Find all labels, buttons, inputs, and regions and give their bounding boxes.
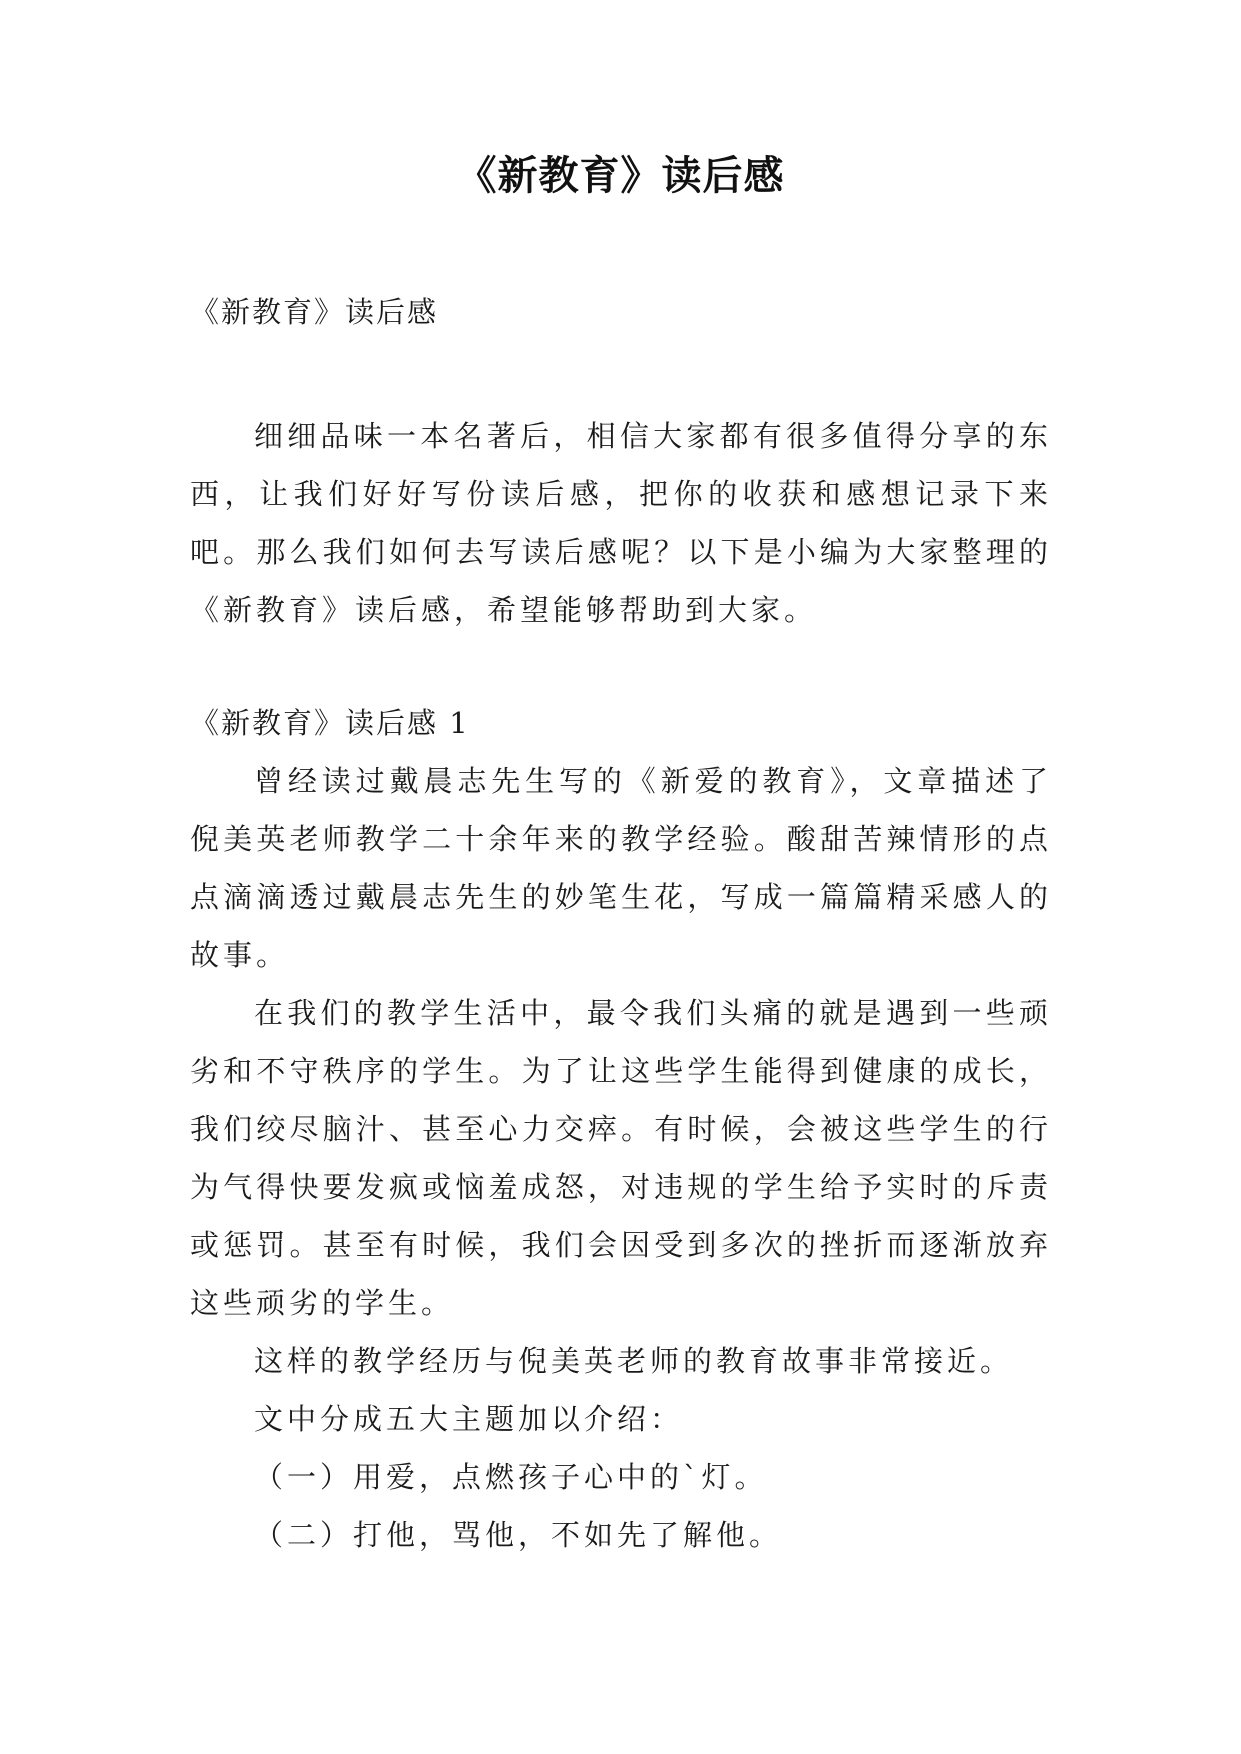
document-title: 《新教育》读后感 — [456, 152, 785, 199]
body-paragraph-3: 这样的教学经历与倪美英老师的教育故事非常接近。 — [254, 1344, 1014, 1378]
document-subtitle: 《新教育》读后感 — [190, 295, 439, 329]
intro-paragraph: 细细品味一本名著后，相信大家都有很多值得分享的东西，让我们好好写份读后感，把你的收获和感想记录下来吧。那么我们如何去写读后感呢？以下是小编为大家整理的《新教育》读后感，希望能够帮助到大家。 — [190, 419, 1052, 627]
body-paragraph-2: 在我们的教学生活中，最令我们头痛的就是遇到一些顽劣和不守秩序的学生。为了让这些学生能得到健康的成长，我们绞尽脑汁、甚至心力交瘁。有时候，会被这些学生的行为气得快要发疯或恼羞成怒，对违规的学生给予实时的斥责或惩罚。甚至有时候，我们会因受到多次的挫折而逐渐放弃这些顽劣的学生。 — [190, 996, 1052, 1320]
list-item-2: （二）打他，骂他，不如先了解他。 — [254, 1518, 783, 1552]
body-paragraph-4: 文中分成五大主题加以介绍： — [254, 1402, 684, 1436]
intro-block — [190, 407, 1052, 639]
body-block — [190, 752, 1052, 1564]
body-paragraph-1: 曾经读过戴晨志先生写的《新爱的教育》，文章描述了倪美英老师教学二十余年来的教学经验。酸甜苦辣情形的点点滴滴透过戴晨志先生的妙笔生花，写成一篇篇精采感人的故事。 — [190, 764, 1052, 972]
section-heading: 《新教育》读后感 1 — [190, 706, 470, 740]
list-item-1: （一）用爱，点燃孩子心中的`灯。 — [254, 1460, 768, 1494]
